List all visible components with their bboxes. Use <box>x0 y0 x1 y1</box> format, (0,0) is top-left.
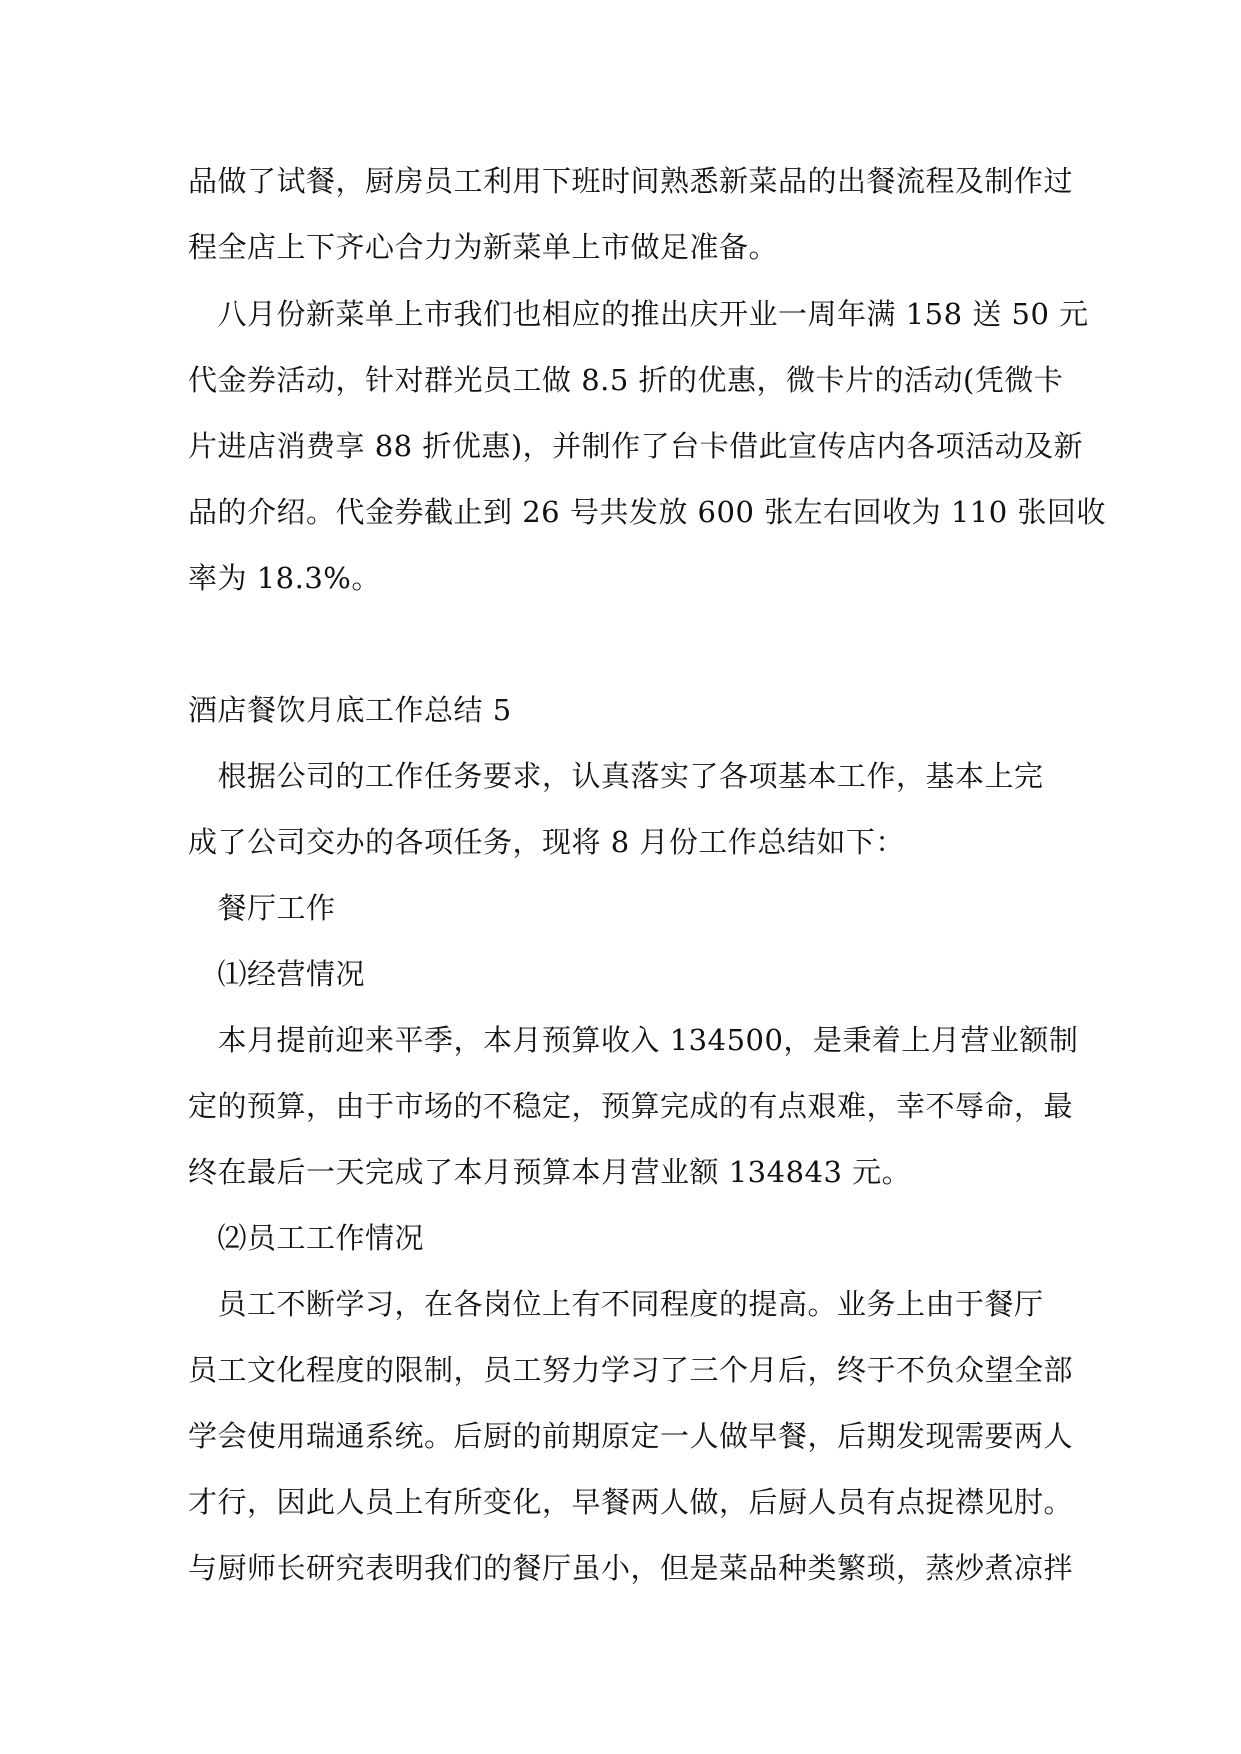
paragraph-line: 学会使用瑞通系统。后厨的前期原定一人做早餐，后期发现需要两人 <box>188 1419 1074 1453</box>
subheading-operation: ⑴经营情况 <box>188 957 366 991</box>
paragraph-line: 程全店上下齐心合力为新菜单上市做足准备。 <box>188 230 779 264</box>
paragraph-line: 品做了试餐，厨房员工利用下班时间熟悉新菜品的出餐流程及制作过 <box>188 164 1074 198</box>
paragraph-line: 定的预算，由于市场的不稳定，预算完成的有点艰难，幸不辱命，最 <box>188 1089 1074 1123</box>
paragraph-line: 与厨师长研究表明我们的餐厅虽小，但是菜品种类繁琐，蒸炒煮凉拌 <box>188 1551 1074 1585</box>
paragraph-line: 才行，因此人员上有所变化，早餐两人做，后厨人员有点捉襟见肘。 <box>188 1485 1074 1519</box>
paragraph-line: 终在最后一天完成了本月预算本月营业额 134843 元。 <box>188 1155 912 1189</box>
section-title: 酒店餐饮月底工作总结 5 <box>188 693 512 727</box>
paragraph-line: 员工文化程度的限制，员工努力学习了三个月后，终于不负众望全部 <box>188 1353 1074 1387</box>
paragraph-line: 本月提前迎来平季，本月预算收入 134500，是秉着上月营业额制 <box>188 1023 1079 1057</box>
paragraph-line: 品的介绍。代金券截止到 26 号共发放 600 张左右回收为 110 张回收 <box>188 495 1106 529</box>
paragraph-line: 代金券活动，针对群光员工做 8.5 折的优惠，微卡片的活动(凭微卡 <box>188 363 1064 397</box>
paragraph-line: 片进店消费享 88 折优惠)，并制作了台卡借此宣传店内各项活动及新 <box>188 429 1084 463</box>
subheading-staff: ⑵员工工作情况 <box>188 1221 425 1255</box>
paragraph-line: 率为 18.3%。 <box>188 561 381 595</box>
paragraph-line: 员工不断学习，在各岗位上有不同程度的提高。业务上由于餐厅 <box>188 1287 1044 1321</box>
subheading-restaurant-work: 餐厅工作 <box>188 891 336 925</box>
paragraph-line: 根据公司的工作任务要求，认真落实了各项基本工作，基本上完 <box>188 759 1044 793</box>
paragraph-line: 八月份新菜单上市我们也相应的推出庆开业一周年满 158 送 50 元 <box>188 297 1089 331</box>
paragraph-line: 成了公司交办的各项任务，现将 8 月份工作总结如下： <box>188 825 905 859</box>
